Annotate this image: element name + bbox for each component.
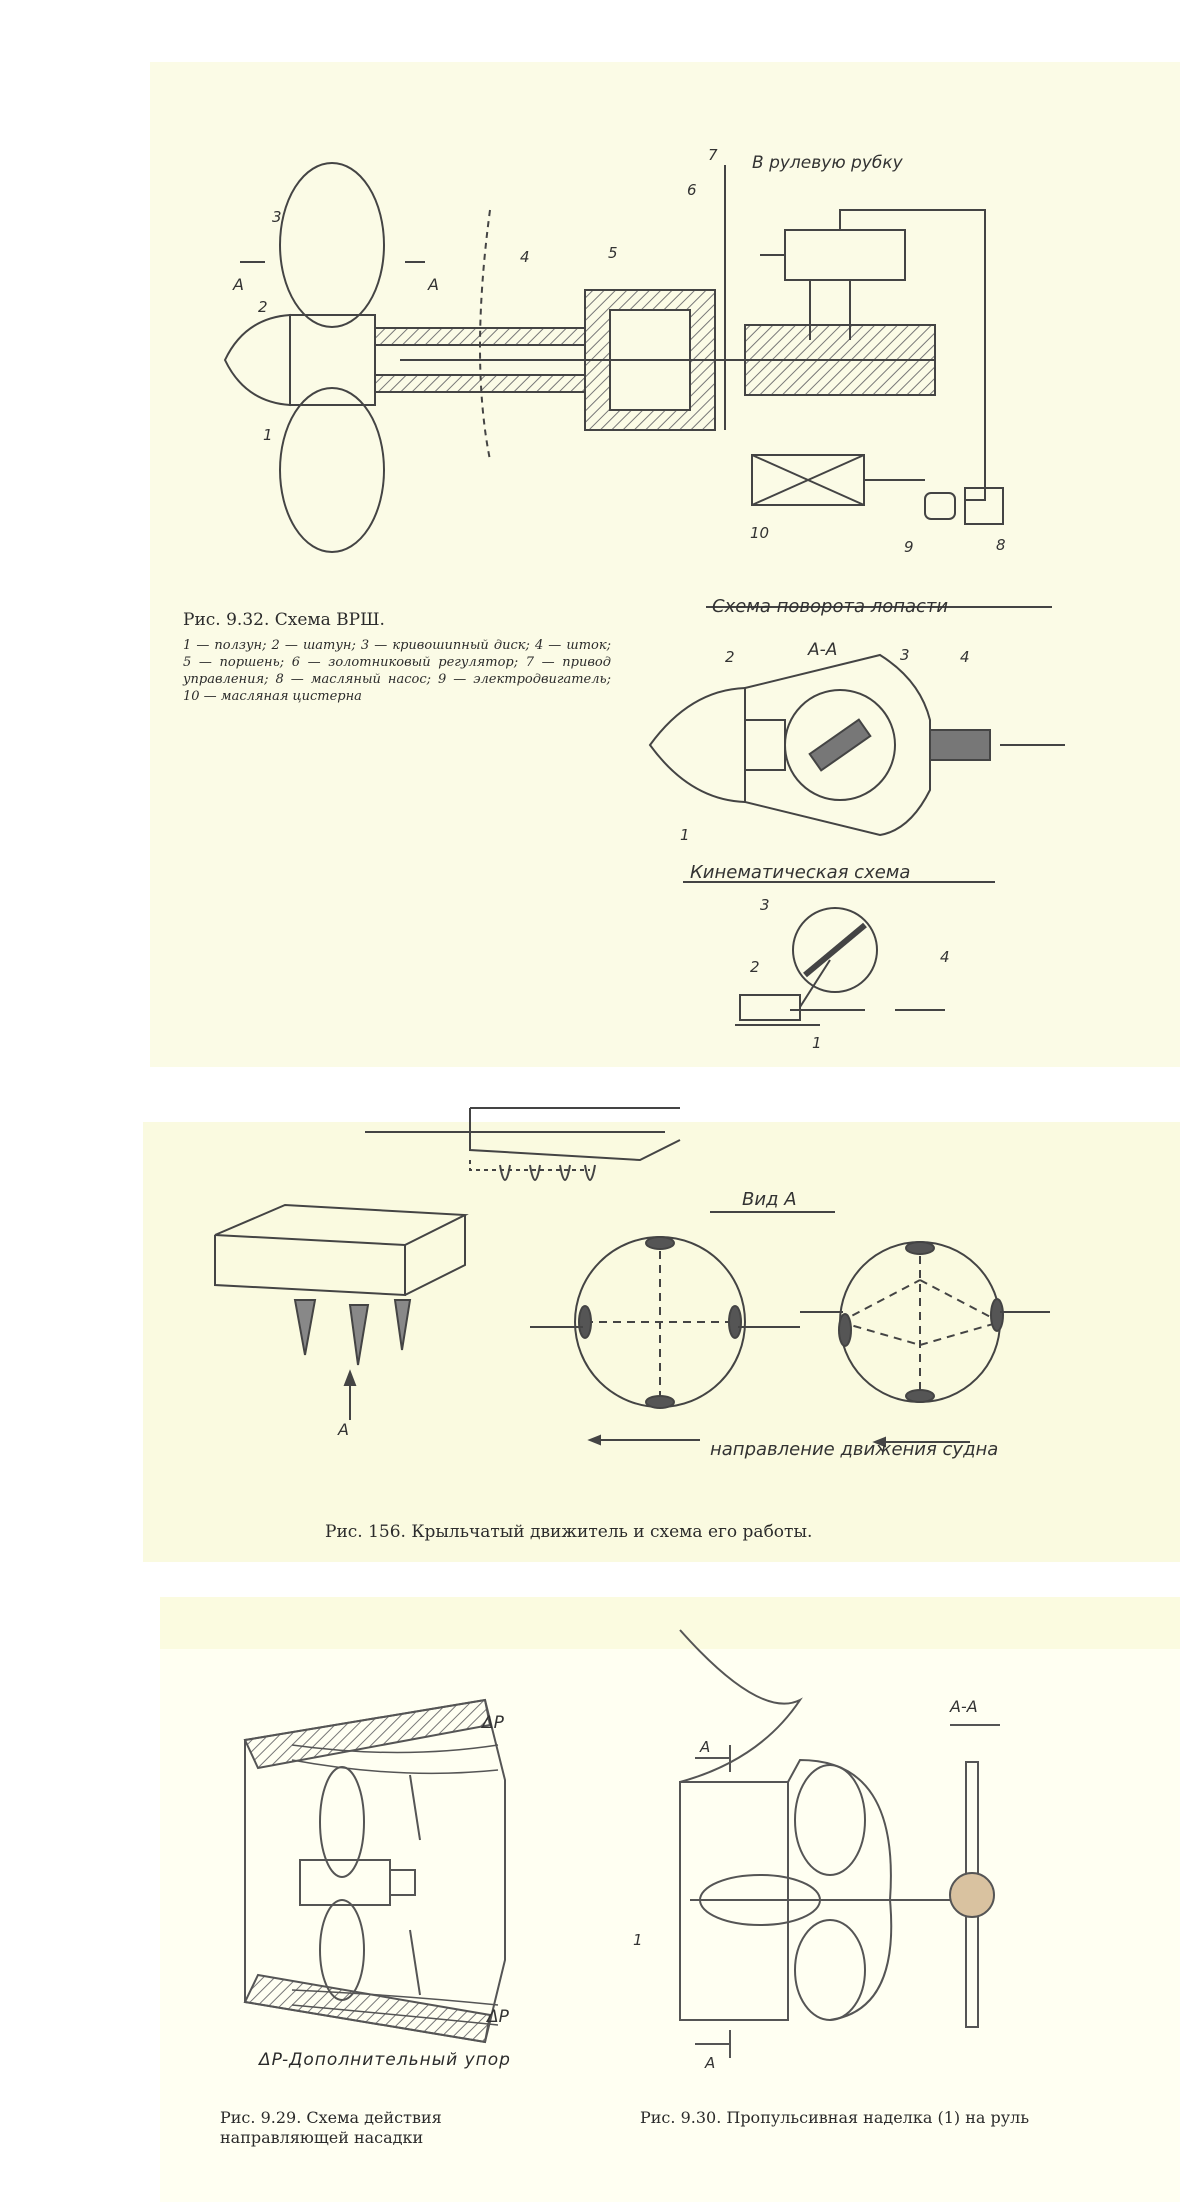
part-number-8: 8 — [996, 536, 1006, 554]
fig930-marker-a-top: А — [700, 1738, 711, 1756]
marker-a-left: А — [233, 275, 244, 294]
fig929-caption: Рис. 9.29. Схема действия направляющей насадки — [220, 2108, 442, 2147]
ship-direction-label: направление движения судна — [710, 1439, 999, 1460]
vrsh-drawing — [225, 163, 1065, 1025]
section-aa-label: А-А — [808, 640, 838, 660]
rudder-attachment-drawing — [680, 1630, 1000, 2058]
kin-number-1: 1 — [812, 1034, 822, 1052]
kinematic-label: Кинематическая схема — [690, 862, 911, 883]
kin-number-2: 2 — [750, 958, 760, 976]
fig930-marker-a-bottom: А — [705, 2054, 716, 2072]
part-number-1: 1 — [263, 426, 273, 444]
fig932-legend: 1 — ползун; 2 — шатун; 3 — кривошипный диск; 4 — шток; 5 — поршень; 6 — золотниковый регулятор; 7 — привод управления; 8 — масляный насос; 9 — электродвигатель; 10 — масляная цистерна — [183, 638, 611, 704]
nozzle-drawing — [245, 1700, 505, 2042]
vane-propeller-drawing — [215, 1108, 1050, 1446]
delta-p-bottom-label: ΔP — [487, 2007, 509, 2027]
fig156-caption: Рис. 156. Крыльчатый движитель и схема его работы. — [325, 1522, 813, 1542]
fig156-marker-a: А — [338, 1420, 349, 1439]
turn-number-3: 3 — [900, 646, 910, 664]
part-number-2: 2 — [258, 298, 268, 316]
kin-number-3: 3 — [760, 896, 770, 914]
part-number-5: 5 — [608, 244, 618, 262]
delta-p-top-label: ΔP — [482, 1713, 504, 1733]
turn-number-4: 4 — [960, 648, 970, 666]
part-number-7: 7 — [708, 146, 718, 164]
marker-a-right: А — [428, 275, 439, 294]
fig932-caption: Рис. 9.32. Схема ВРШ. — [183, 610, 385, 630]
view-a-label: Вид А — [742, 1189, 797, 1210]
extra-thrust-label: ΔP-Дополнительный упор — [259, 2050, 511, 2070]
kin-number-4: 4 — [940, 948, 950, 966]
part-number-6: 6 — [687, 181, 697, 199]
part-number-9: 9 — [904, 538, 914, 556]
part-number-3: 3 — [272, 208, 282, 226]
blade-turn-label: Схема поворота лопасти — [712, 596, 949, 617]
part-number-10: 10 — [750, 524, 770, 542]
wheelhouse-label: В рулевую рубку — [752, 153, 903, 173]
fig930-caption: Рис. 9.30. Пропульсивная наделка (1) на руль — [640, 2108, 1030, 2127]
fig930-section-label: А-А — [950, 1697, 978, 1716]
turn-number-1: 1 — [680, 826, 690, 844]
turn-number-2: 2 — [725, 648, 735, 666]
fig930-number-1: 1 — [633, 1931, 643, 1949]
part-number-4: 4 — [520, 248, 530, 266]
